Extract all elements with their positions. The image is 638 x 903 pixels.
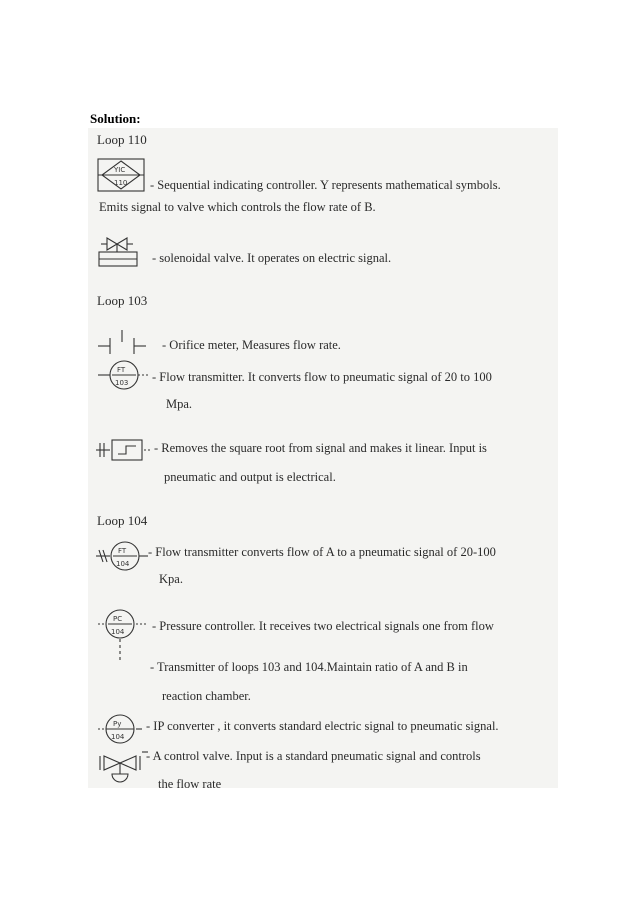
svg-text:Py: Py — [113, 720, 122, 728]
square-root-description: - Removes the square root from signal and makes it linear. Input is — [154, 441, 487, 455]
yic-110-symbol — [96, 157, 148, 195]
svg-text:104: 104 — [111, 628, 125, 636]
yic-110-description: - Sequential indicating controller. Y represents mathematical symbols. — [150, 178, 501, 192]
yic-110-description-cont: Emits signal to valve which controls the flow rate of B. — [99, 200, 376, 214]
control-valve-description: - A control valve. Input is a standard pneumatic signal and controls — [146, 749, 481, 763]
py-104-symbol — [96, 712, 152, 746]
pc-104-description-cont: - Transmitter of loops 103 and 104.Maintain ratio of A and B in — [150, 660, 468, 674]
clipped-line-container — [150, 772, 450, 788]
py-104-description: - IP converter , it converts standard electric signal to pneumatic signal. — [146, 719, 499, 733]
svg-text:103: 103 — [115, 379, 129, 387]
ft-103-description-cont: Mpa. — [166, 397, 193, 411]
ft-104-description: - Flow transmitter converts flow of A to a pneumatic signal of 20-100 — [148, 545, 496, 559]
solenoid-valve-description: - solenoidal valve. It operates on electric signal. — [152, 251, 392, 265]
scanned-handwritten-sheet — [88, 128, 558, 788]
square-root-description-cont: pneumatic and output is electrical. — [164, 470, 336, 484]
solution-heading: Solution: — [90, 111, 141, 126]
svg-text:110: 110 — [114, 179, 128, 187]
square-root-extractor-symbol — [94, 437, 156, 463]
orifice-meter-symbol — [96, 326, 148, 356]
orifice-meter-description: - Orifice meter, Measures flow rate. — [162, 338, 341, 352]
control-valve-description-cont: the flow rate — [158, 777, 222, 788]
control-valve-symbol — [96, 750, 150, 792]
loop-104-title: Loop 104 — [97, 513, 148, 528]
svg-text:104: 104 — [111, 733, 125, 741]
pc-104-description-cont2: reaction chamber. — [162, 689, 251, 703]
svg-text:104: 104 — [116, 560, 130, 568]
svg-text:FT: FT — [118, 547, 127, 555]
pc-104-description: - Pressure controller. It receives two electrical signals one from flow — [152, 619, 494, 633]
ft-104-symbol — [94, 539, 150, 573]
loop-103-title: Loop 103 — [97, 293, 148, 308]
svg-text:PC: PC — [113, 615, 123, 623]
svg-text:FT: FT — [117, 366, 126, 374]
ft-103-description: - Flow transmitter. It converts flow to pneumatic signal of 20 to 100 — [152, 370, 492, 384]
solenoid-valve-symbol — [97, 234, 141, 270]
svg-text:YIC: YIC — [114, 166, 126, 174]
loop-110-title: Loop 110 — [97, 132, 147, 147]
ft-103-symbol — [96, 358, 152, 392]
ft-104-description-cont: Kpa. — [159, 572, 183, 586]
pc-104-symbol — [96, 605, 152, 665]
